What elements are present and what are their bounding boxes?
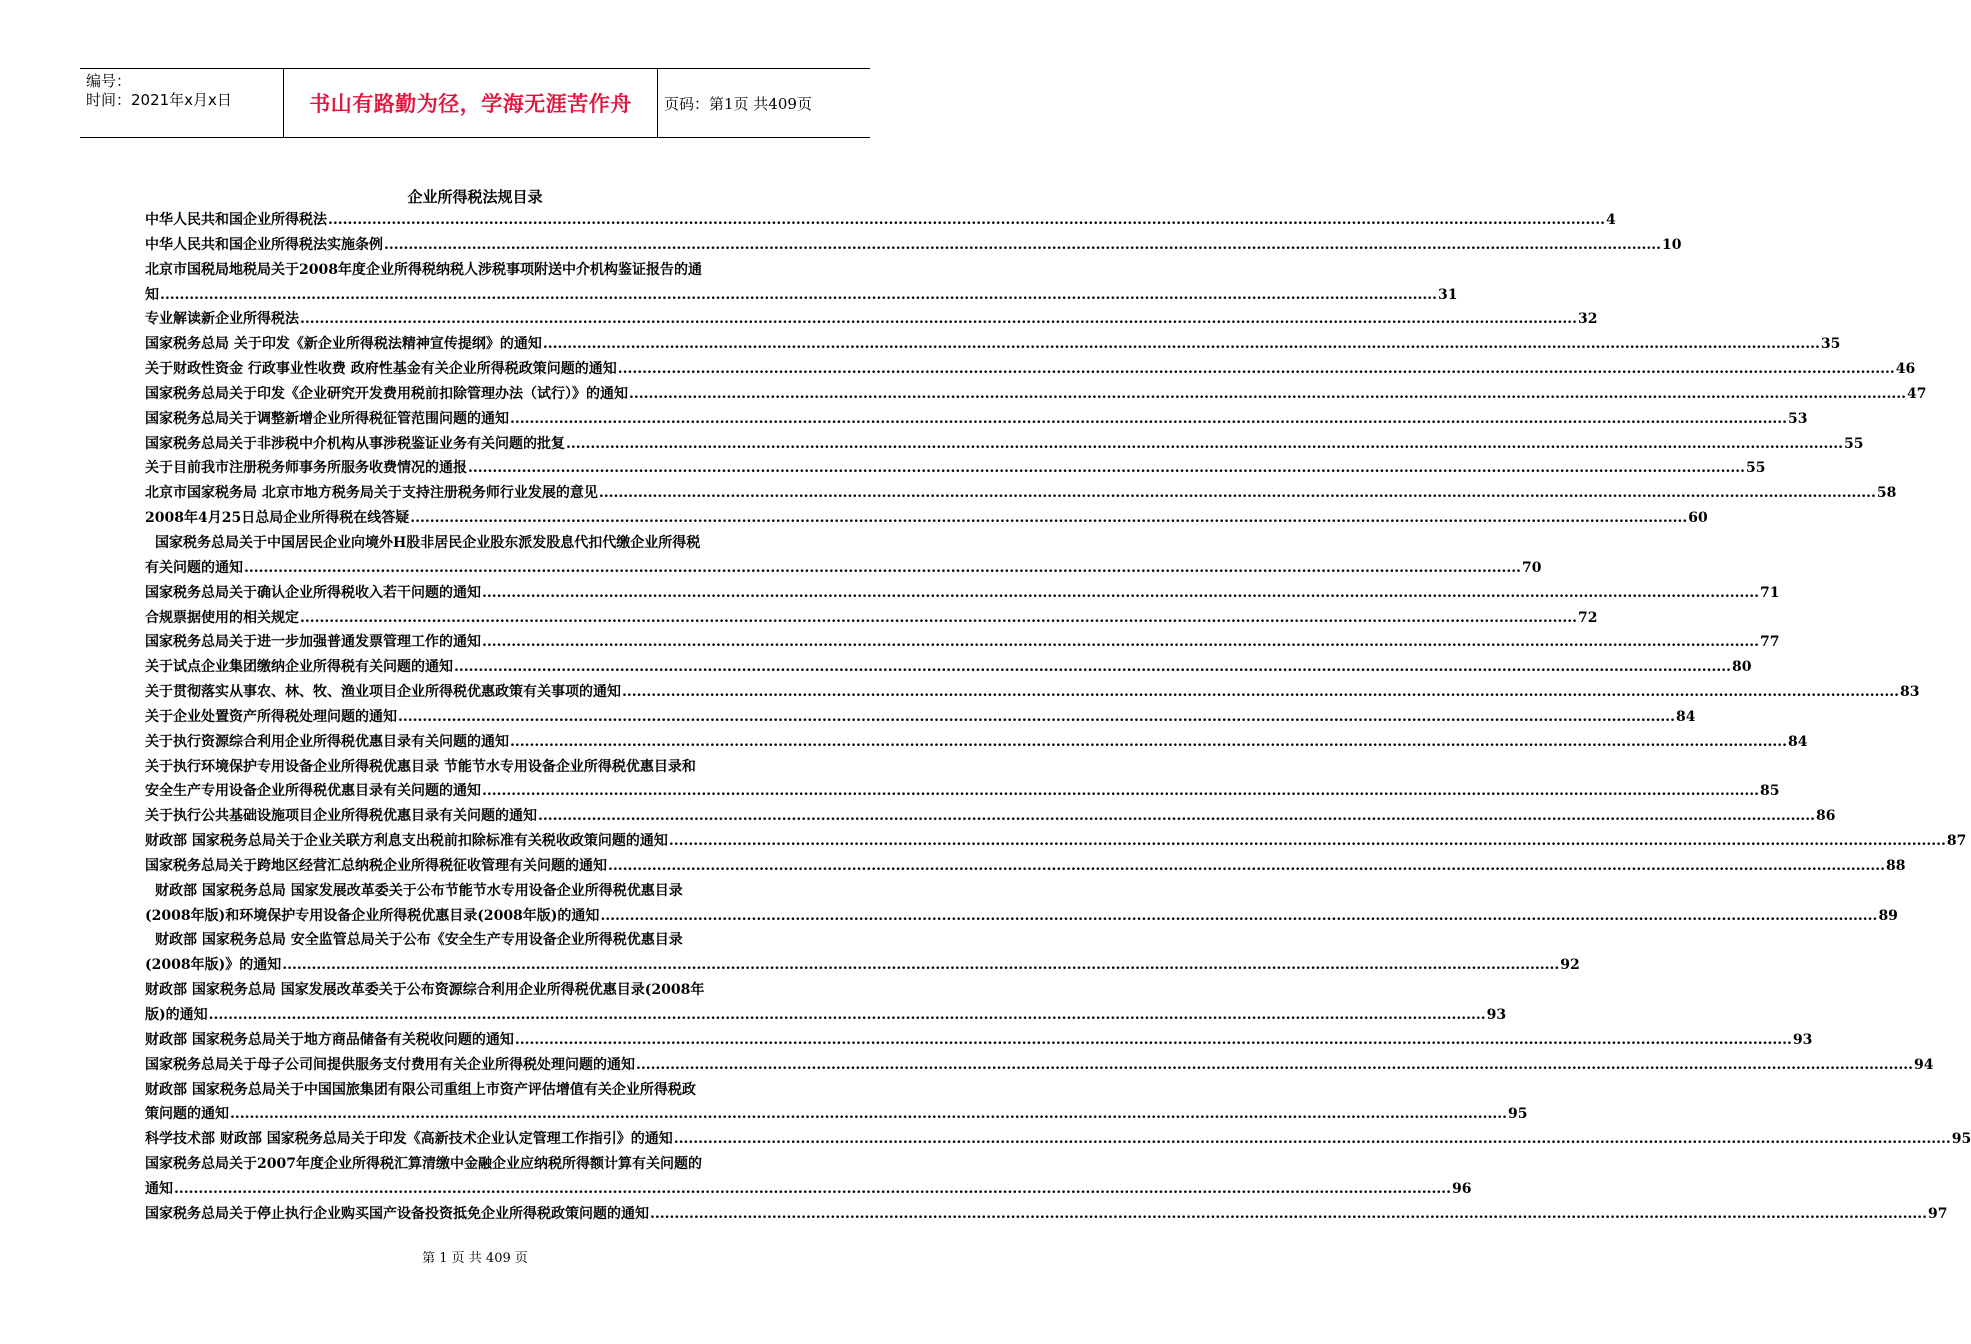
toc-page-number: 55 bbox=[1746, 460, 1766, 477]
toc-page-number: 85 bbox=[1760, 783, 1780, 800]
toc-page-number: 84 bbox=[1676, 708, 1696, 725]
toc-entry[interactable] bbox=[145, 258, 1458, 308]
toc-dot-leader bbox=[600, 904, 1877, 929]
toc-entry[interactable] bbox=[145, 208, 1616, 233]
toc-dot-leader bbox=[328, 208, 1605, 233]
toc-entry[interactable] bbox=[145, 1127, 1971, 1152]
header-page-info: 页码：第1页 共409页 bbox=[664, 94, 812, 113]
toc-entry[interactable] bbox=[145, 382, 1927, 407]
toc-entry[interactable] bbox=[145, 630, 1780, 655]
toc-entry-title: 关于试点企业集团缴纳企业所得税有关问题的通知 bbox=[145, 659, 453, 676]
toc-dot-leader bbox=[160, 283, 1437, 308]
toc-entry[interactable] bbox=[145, 755, 1780, 805]
toc-entry-title: 国家税务总局关于印发《企业研究开发费用税前扣除管理办法（试行）》的通知 bbox=[145, 385, 628, 402]
toc-page-number: 4 bbox=[1606, 212, 1616, 228]
toc-dot-leader bbox=[454, 655, 1731, 680]
toc-entry-title: 通知 bbox=[145, 1180, 173, 1197]
toc-dot-leader bbox=[566, 432, 1843, 457]
toc-entry-title: 国家税务总局 关于印发《新企业所得税法精神宣传提纲》的通知 bbox=[145, 336, 542, 353]
toc-dot-leader bbox=[618, 357, 1895, 382]
document-title: 企业所得税法规目录 bbox=[407, 188, 543, 206]
toc-page-number: 10 bbox=[1662, 236, 1682, 253]
toc-entry-title: 国家税务总局关于调整新增企业所得税征管范围问题的通知 bbox=[145, 410, 509, 427]
toc-entry-title: 2008年4月25日总局企业所得税在线答疑 bbox=[145, 510, 410, 527]
toc-entry-title-line: 财政部 国家税务总局 安全监管总局关于公布《安全生产专用设备企业所得税优惠目录 bbox=[155, 932, 683, 949]
toc-dot-leader bbox=[209, 1003, 1486, 1028]
toc-dot-leader bbox=[300, 606, 1577, 631]
toc-entry-title: 关于贯彻落实从事农、林、牧、渔业项目企业所得税优惠政策有关事项的通知 bbox=[145, 684, 621, 701]
toc-entry[interactable] bbox=[145, 705, 1696, 730]
toc-entry-title: 财政部 国家税务总局关于地方商品储备有关税收问题的通知 bbox=[145, 1031, 514, 1048]
toc-dot-leader bbox=[629, 382, 1906, 407]
toc-entry-title: 知 bbox=[145, 286, 159, 303]
toc-entry-title: 国家税务总局关于确认企业所得税收入若干问题的通知 bbox=[145, 584, 481, 601]
toc-entry-title: 合规票据使用的相关规定 bbox=[145, 609, 299, 626]
toc-dot-leader bbox=[515, 1028, 1792, 1053]
toc-entry-title: 策问题的通知 bbox=[145, 1106, 229, 1123]
toc-entry[interactable] bbox=[145, 1078, 1528, 1128]
toc-dot-leader bbox=[543, 332, 1820, 357]
toc-entry-title: 国家税务总局关于跨地区经营汇总纳税企业所得税征收管理有关问题的通知 bbox=[145, 857, 607, 874]
toc-entry-title: 有关问题的通知 bbox=[145, 559, 243, 576]
toc-dot-leader bbox=[482, 630, 1759, 655]
toc-entry-title-line: 国家税务总局关于2007年度企业所得税汇算清缴中金融企业应纳税所得额计算有关问题的 bbox=[145, 1156, 702, 1173]
toc-entry-title: 中华人民共和国企业所得税法实施条例 bbox=[145, 236, 383, 253]
toc-dot-leader bbox=[538, 804, 1815, 829]
toc-page-number: 84 bbox=[1788, 733, 1808, 750]
toc-entry-title: 财政部 国家税务总局关于企业关联方利息支出税前扣除标准有关税收政策问题的通知 bbox=[145, 833, 668, 850]
toc-entry-title-line: 财政部 国家税务总局 国家发展改革委关于公布节能节水专用设备企业所得税优惠目录 bbox=[155, 882, 683, 899]
toc-dot-leader bbox=[398, 705, 1675, 730]
toc-entry[interactable] bbox=[145, 879, 1898, 929]
toc-entry-title: 国家税务总局关于进一步加强普通发票管理工作的通知 bbox=[145, 634, 481, 651]
toc-page-number: 95 bbox=[1508, 1106, 1528, 1123]
toc-dot-leader bbox=[636, 1053, 1913, 1078]
toc-page-number: 95 bbox=[1951, 1131, 1971, 1148]
toc-page-number: 58 bbox=[1876, 485, 1897, 502]
header-motto-cell bbox=[283, 69, 658, 137]
page-footer: 第 1 页 共 409 页 bbox=[422, 1251, 528, 1266]
toc-dot-leader bbox=[468, 456, 1745, 481]
toc-entry-title-line: 财政部 国家税务总局 国家发展改革委关于公布资源综合利用企业所得税优惠目录(2008年 bbox=[145, 982, 705, 999]
toc-entry[interactable] bbox=[145, 531, 1542, 581]
toc-page-number: 31 bbox=[1438, 286, 1458, 303]
toc-entry-title: 版)的通知 bbox=[145, 1007, 208, 1023]
header-meta bbox=[80, 69, 283, 137]
toc-entry-title: 关于执行公共基础设施项目企业所得税优惠目录有关问题的通知 bbox=[145, 808, 537, 825]
toc-page-number: 35 bbox=[1820, 336, 1841, 353]
toc-entry[interactable] bbox=[145, 233, 1682, 258]
toc-entry-title: 专业解读新企业所得税法 bbox=[145, 311, 299, 328]
toc-entry[interactable] bbox=[145, 680, 1920, 705]
toc-entry-title: 安全生产专用设备企业所得税优惠目录有关问题的通知 bbox=[145, 783, 481, 800]
toc-entry[interactable] bbox=[145, 307, 1598, 332]
toc-dot-leader bbox=[510, 730, 1787, 755]
toc-page-number: 87 bbox=[1946, 833, 1967, 850]
table-of-contents bbox=[145, 208, 1971, 1227]
toc-entry[interactable] bbox=[145, 1202, 1948, 1227]
motto-text: 书山有路勤为径，学海无涯苦作舟 bbox=[309, 92, 632, 116]
toc-page-number: 92 bbox=[1560, 957, 1580, 974]
toc-entry[interactable] bbox=[145, 506, 1708, 531]
toc-entry-title-line: 财政部 国家税务总局关于中国国旅集团有限公司重组上市资产评估增值有关企业所得税政 bbox=[145, 1081, 696, 1098]
toc-entry-title: 关于企业处置资产所得税处理问题的通知 bbox=[145, 708, 397, 725]
toc-entry-title-line: 关于执行环境保护专用设备企业所得税优惠目录 节能节水专用设备企业所得税优惠目录和 bbox=[145, 758, 696, 775]
toc-dot-leader bbox=[384, 233, 1661, 258]
toc-dot-leader bbox=[608, 854, 1885, 879]
toc-entry-title: 国家税务总局关于非涉税中介机构从事涉税鉴证业务有关问题的批复 bbox=[145, 435, 565, 452]
serial-label: 编号： bbox=[86, 72, 132, 90]
toc-page-number: 97 bbox=[1928, 1205, 1948, 1222]
toc-dot-leader bbox=[482, 779, 1759, 804]
toc-page-number: 60 bbox=[1688, 510, 1708, 527]
toc-entry-title: 中华人民共和国企业所得税法 bbox=[145, 212, 327, 228]
toc-entry-title-line: 北京市国税局地税局关于2008年度企业所得税纳税人涉税事项附送中介机构鉴证报告的通 bbox=[145, 261, 702, 278]
toc-dot-leader bbox=[174, 1177, 1451, 1202]
toc-entry[interactable] bbox=[145, 332, 1841, 357]
toc-entry[interactable] bbox=[145, 804, 1836, 829]
toc-page-number: 96 bbox=[1452, 1180, 1472, 1197]
toc-dot-leader bbox=[230, 1102, 1507, 1127]
toc-entry-title: 国家税务总局关于停止执行企业购买国产设备投资抵免企业所得税政策问题的通知 bbox=[145, 1205, 649, 1222]
toc-entry[interactable] bbox=[145, 1053, 1934, 1078]
toc-entry[interactable] bbox=[145, 978, 1507, 1028]
toc-dot-leader bbox=[282, 953, 1559, 978]
toc-dot-leader bbox=[650, 1202, 1927, 1227]
toc-entry[interactable] bbox=[145, 481, 1897, 506]
toc-entry[interactable] bbox=[145, 730, 1808, 755]
toc-entry-title: 北京市国家税务局 北京市地方税务局关于支持注册税务师行业发展的意见 bbox=[145, 485, 598, 502]
toc-dot-leader bbox=[410, 506, 1687, 531]
toc-page-number: 93 bbox=[1792, 1031, 1813, 1048]
toc-page-number: 77 bbox=[1760, 634, 1780, 651]
toc-entry-title: (2008年版)》的通知 bbox=[145, 957, 282, 974]
toc-entry[interactable] bbox=[145, 407, 1808, 432]
toc-entry[interactable] bbox=[145, 1152, 1472, 1202]
toc-entry[interactable] bbox=[145, 606, 1598, 631]
toc-entry[interactable] bbox=[145, 357, 1916, 382]
toc-entry[interactable] bbox=[145, 432, 1864, 457]
toc-entry[interactable] bbox=[145, 655, 1752, 680]
toc-page-number: 80 bbox=[1732, 659, 1752, 676]
toc-page-number: 32 bbox=[1578, 311, 1598, 328]
toc-page-number: 53 bbox=[1788, 410, 1808, 427]
toc-entry[interactable] bbox=[145, 456, 1766, 481]
toc-page-number: 55 bbox=[1844, 435, 1864, 452]
toc-dot-leader bbox=[599, 481, 1876, 506]
toc-entry-title: 关于执行资源综合利用企业所得税优惠目录有关问题的通知 bbox=[145, 733, 509, 750]
toc-entry-title: 国家税务总局关于母子公司间提供服务支付费用有关企业所得税处理问题的通知 bbox=[145, 1056, 635, 1073]
toc-entry-title-line: 国家税务总局关于中国居民企业向境外H股非居民企业股东派发股息代扣代缴企业所得税 bbox=[155, 534, 701, 551]
toc-page-number: 88 bbox=[1886, 857, 1906, 874]
toc-dot-leader bbox=[244, 556, 1521, 581]
toc-page-number: 86 bbox=[1816, 808, 1836, 825]
toc-entry-title: 关于财政性资金 行政事业性收费 政府性基金有关企业所得税政策问题的通知 bbox=[145, 361, 617, 378]
time-label: 时间：2021年x月x日 bbox=[86, 91, 232, 109]
toc-dot-leader bbox=[622, 680, 1899, 705]
toc-dot-leader bbox=[669, 829, 1946, 854]
toc-entry[interactable] bbox=[145, 928, 1580, 978]
toc-page-number: 93 bbox=[1486, 1007, 1507, 1023]
toc-entry[interactable] bbox=[145, 1028, 1813, 1053]
toc-page-number: 46 bbox=[1895, 361, 1916, 378]
toc-page-number: 71 bbox=[1760, 584, 1780, 601]
toc-entry[interactable] bbox=[145, 829, 1967, 854]
toc-entry[interactable] bbox=[145, 854, 1906, 879]
document-header bbox=[80, 68, 870, 138]
toc-page-number: 94 bbox=[1914, 1056, 1934, 1073]
toc-page-number: 70 bbox=[1522, 559, 1542, 576]
toc-page-number: 47 bbox=[1907, 385, 1927, 402]
toc-dot-leader bbox=[510, 407, 1787, 432]
toc-dot-leader bbox=[674, 1127, 1951, 1152]
toc-dot-leader bbox=[300, 307, 1577, 332]
toc-entry-title: (2008年版)和环境保护专用设备企业所得税优惠目录(2008年版)的通知 bbox=[145, 907, 600, 924]
toc-page-number: 72 bbox=[1578, 609, 1598, 626]
toc-page-number: 83 bbox=[1900, 684, 1920, 701]
toc-entry-title: 关于目前我市注册税务师事务所服务收费情况的通报 bbox=[145, 460, 467, 477]
toc-dot-leader bbox=[482, 581, 1759, 606]
toc-page-number: 89 bbox=[1878, 907, 1898, 924]
toc-entry-title: 科学技术部 财政部 国家税务总局关于印发《高新技术企业认定管理工作指引》的通知 bbox=[145, 1131, 673, 1148]
toc-entry[interactable] bbox=[145, 581, 1780, 606]
